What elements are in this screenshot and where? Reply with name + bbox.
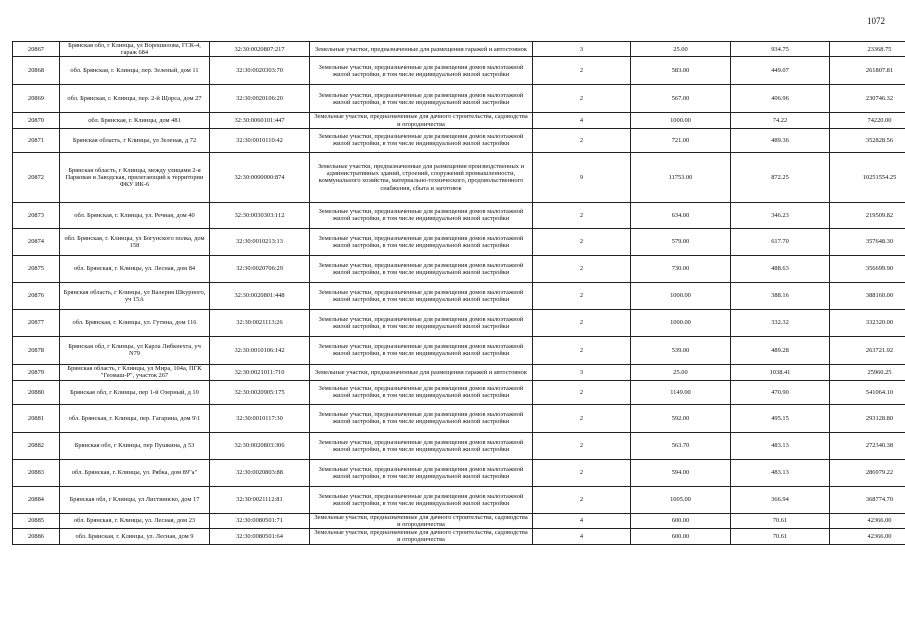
cadastral-number-cell: 32:30:0020803:306 <box>210 432 310 459</box>
land-use-cell: Земельные участки, предназначенные для размещения домов малоэтажной жилой застройки, в том числе индивидуальной жилой застройки <box>310 380 533 404</box>
table-row <box>13 85 905 113</box>
specific-value-cell: 934.75 <box>731 42 830 57</box>
cadastral-value-cell: 293128.80 <box>830 404 905 432</box>
land-use-cell: Земельные участки, предназначенные для размещения домов малоэтажной жилой застройки, в том числе индивидуальной жилой застройки <box>310 228 533 255</box>
cadastral-number-cell: 32:30:0020807:217 <box>210 42 310 57</box>
group-cell: 2 <box>533 202 631 228</box>
cadastral-number-cell: 32:30:0080501:64 <box>210 529 310 544</box>
group-cell: 3 <box>533 42 631 57</box>
table-row <box>13 380 905 404</box>
area-cell: 1149.00 <box>631 380 731 404</box>
cadastral-number-cell: 32:30:0020706:29 <box>210 255 310 282</box>
row-number: 20878 <box>13 336 60 364</box>
area-cell: 730.00 <box>631 255 731 282</box>
specific-value-cell: 70.61 <box>731 513 830 528</box>
cadastral-value-cell: 352828.56 <box>830 128 905 152</box>
cadastral-value-cell: 272340.38 <box>830 432 905 459</box>
area-cell: 25.00 <box>631 364 731 380</box>
address-cell: Брянская область, г Клинцы, ул Зеленая, д 72 <box>60 128 210 152</box>
area-cell: 579.00 <box>631 228 731 255</box>
group-cell: 9 <box>533 152 631 202</box>
address-cell: Брянская обл, г Клинцы, пер Пушкина, д 53 <box>60 432 210 459</box>
land-use-cell: Земельные участки, предназначенные для дачного строительства, садоводства и огородничества <box>310 529 533 544</box>
land-use-cell: Земельные участки, предназначенные для размещения домов малоэтажной жилой застройки, в том числе индивидуальной жилой застройки <box>310 486 533 513</box>
area-cell: 567.00 <box>631 85 731 113</box>
address-cell: Брянская область, г Клинцы, ул Мира, 104а, ПГК "Геомаш-Р", участок 267 <box>60 364 210 380</box>
group-cell: 2 <box>533 459 631 486</box>
specific-value-cell: 346.23 <box>731 202 830 228</box>
row-number: 20879 <box>13 364 60 380</box>
land-use-cell: Земельные участки, предназначенные для дачного строительства, садоводства и огородничества <box>310 113 533 128</box>
specific-value-cell: 70.61 <box>731 529 830 544</box>
row-number: 20875 <box>13 255 60 282</box>
cadastral-number-cell: 32:30:0020905:175 <box>210 380 310 404</box>
address-cell: обл. Брянская, г. Клинцы, ул. Лесная, дом 23 <box>60 513 210 528</box>
cadastral-number-cell: 32:30:0020303:70 <box>210 57 310 85</box>
specific-value-cell: 483.13 <box>731 459 830 486</box>
area-cell: 11753.00 <box>631 152 731 202</box>
table-row <box>13 152 905 202</box>
cadastral-value-cell: 332320.00 <box>830 309 905 336</box>
cadastral-number-cell: 32:30:0021113:26 <box>210 309 310 336</box>
specific-value-cell: 449.07 <box>731 57 830 85</box>
group-cell: 2 <box>533 404 631 432</box>
land-use-cell: Земельные участки, предназначенные для размещения домов малоэтажной жилой застройки, в том числе индивидуальной жилой застройки <box>310 459 533 486</box>
group-cell: 2 <box>533 486 631 513</box>
row-number: 20885 <box>13 513 60 528</box>
cadastral-number-cell: 32:30:0020803:88 <box>210 459 310 486</box>
cadastral-value-cell: 74220.00 <box>830 113 905 128</box>
group-cell: 2 <box>533 336 631 364</box>
land-use-cell: Земельные участки, предназначенные для размещения гаражей и автостоянок <box>310 364 533 380</box>
address-cell: Брянская обл, г Клинцы, ул Ворошилова, ГСК-4, гараж 684 <box>60 42 210 57</box>
cadastral-value-cell: 219509.82 <box>830 202 905 228</box>
cadastral-number-cell: 32:30:0000000:874 <box>210 152 310 202</box>
area-cell: 600.00 <box>631 529 731 544</box>
table-row <box>13 57 905 85</box>
table-row <box>13 404 905 432</box>
group-cell: 2 <box>533 228 631 255</box>
area-cell: 539.00 <box>631 336 731 364</box>
row-number: 20867 <box>13 42 60 57</box>
specific-value-cell: 470.90 <box>731 380 830 404</box>
cadastral-number-cell: 32:30:0060101:447 <box>210 113 310 128</box>
cadastral-value-cell: 23368.75 <box>830 42 905 57</box>
group-cell: 4 <box>533 513 631 528</box>
group-cell: 2 <box>533 57 631 85</box>
group-cell: 2 <box>533 432 631 459</box>
cadastral-value-cell: 10251554.25 <box>830 152 905 202</box>
cadastral-number-cell: 32:30:0010110:42 <box>210 128 310 152</box>
cadastral-value-cell: 42366.00 <box>830 513 905 528</box>
group-cell: 2 <box>533 255 631 282</box>
land-use-cell: Земельные участки, предназначенные для размещения домов малоэтажной жилой застройки, в том числе индивидуальной жилой застройки <box>310 128 533 152</box>
cadastral-number-cell: 32:30:0010213:13 <box>210 228 310 255</box>
row-number: 20876 <box>13 282 60 309</box>
specific-value-cell: 483.13 <box>731 432 830 459</box>
row-number: 20882 <box>13 432 60 459</box>
address-cell: Брянская обл, г Клинцы, ул Листвинско, дом 17 <box>60 486 210 513</box>
area-cell: 1000.00 <box>631 309 731 336</box>
group-cell: 2 <box>533 128 631 152</box>
land-use-cell: Земельные участки, предназначенные для размещения домов малоэтажной жилой застройки, в том числе индивидуальной жилой застройки <box>310 57 533 85</box>
page-number: 1072 <box>867 16 885 26</box>
specific-value-cell: 489.36 <box>731 128 830 152</box>
cadastral-value-cell: 368774.70 <box>830 486 905 513</box>
cadastral-value-table <box>12 41 905 545</box>
table-row <box>13 336 905 364</box>
row-number: 20868 <box>13 57 60 85</box>
area-cell: 563.70 <box>631 432 731 459</box>
address-cell: Брянская область, г Клинцы, между улицами 2-я Парковая и Заводская, прилегающий к территории ФКУ ИК-6 <box>60 152 210 202</box>
table-row <box>13 459 905 486</box>
table-row <box>13 529 905 544</box>
land-use-cell: Земельные участки, предназначенные для размещения домов малоэтажной жилой застройки, в том числе индивидуальной жилой застройки <box>310 282 533 309</box>
group-cell: 2 <box>533 380 631 404</box>
cadastral-value-cell: 263721.92 <box>830 336 905 364</box>
table-row <box>13 202 905 228</box>
area-cell: 1000.00 <box>631 282 731 309</box>
table-row <box>13 113 905 128</box>
specific-value-cell: 1038.41 <box>731 364 830 380</box>
row-number: 20880 <box>13 380 60 404</box>
land-use-cell: Земельные участки, предназначенные для размещения домов малоэтажной жилой застройки, в том числе индивидуальной жилой застройки <box>310 85 533 113</box>
area-cell: 25.00 <box>631 42 731 57</box>
group-cell: 2 <box>533 282 631 309</box>
specific-value-cell: 488.63 <box>731 255 830 282</box>
row-number: 20869 <box>13 85 60 113</box>
group-cell: 4 <box>533 113 631 128</box>
address-cell: обл. Брянская, г. Клинцы, ул. Рябка, дом 89"а" <box>60 459 210 486</box>
cadastral-number-cell: 32:30:0030303:112 <box>210 202 310 228</box>
area-cell: 594.00 <box>631 459 731 486</box>
group-cell: 2 <box>533 309 631 336</box>
row-number: 20871 <box>13 128 60 152</box>
cadastral-value-cell: 230746.32 <box>830 85 905 113</box>
address-cell: обл. Брянская, г. Клинцы, ул. Лесная, дом 9 <box>60 529 210 544</box>
address-cell: Брянская обл, г Клинцы, ул Карла Либкнехта, уч N79 <box>60 336 210 364</box>
specific-value-cell: 332.32 <box>731 309 830 336</box>
group-cell: 4 <box>533 529 631 544</box>
cadastral-number-cell: 32:30:0020801:448 <box>210 282 310 309</box>
area-cell: 592.00 <box>631 404 731 432</box>
specific-value-cell: 74.22 <box>731 113 830 128</box>
cadastral-value-cell: 261807.81 <box>830 57 905 85</box>
table-row <box>13 432 905 459</box>
area-cell: 583.00 <box>631 57 731 85</box>
row-number: 20886 <box>13 529 60 544</box>
row-number: 20883 <box>13 459 60 486</box>
cadastral-value-cell: 25960.25 <box>830 364 905 380</box>
cadastral-number-cell: 32:30:0010117:30 <box>210 404 310 432</box>
group-cell: 3 <box>533 364 631 380</box>
specific-value-cell: 406.96 <box>731 85 830 113</box>
specific-value-cell: 872.25 <box>731 152 830 202</box>
address-cell: обл. Брянская, г. Клинцы, пер. 2-й Щорса, дом 27 <box>60 85 210 113</box>
table-row <box>13 309 905 336</box>
cadastral-value-cell: 541064.10 <box>830 380 905 404</box>
land-use-cell: Земельные участки, предназначенные для размещения домов малоэтажной жилой застройки, в том числе индивидуальной жилой застройки <box>310 404 533 432</box>
row-number: 20874 <box>13 228 60 255</box>
table-row <box>13 486 905 513</box>
cadastral-value-cell: 357648.30 <box>830 228 905 255</box>
land-use-cell: Земельные участки, предназначенные для размещения домов малоэтажной жилой застройки, в том числе индивидуальной жилой застройки <box>310 336 533 364</box>
area-cell: 1000.00 <box>631 113 731 128</box>
land-use-cell: Земельные участки, предназначенные для размещения домов малоэтажной жилой застройки, в том числе индивидуальной жилой застройки <box>310 432 533 459</box>
table-body <box>13 42 905 545</box>
address-cell: обл. Брянская, г. Клинцы, ул. Гутина, дом 116 <box>60 309 210 336</box>
specific-value-cell: 388.16 <box>731 282 830 309</box>
row-number: 20877 <box>13 309 60 336</box>
area-cell: 721.00 <box>631 128 731 152</box>
specific-value-cell: 489.28 <box>731 336 830 364</box>
address-cell: обл. Брянская, г. Клинцы, ул. Речная, дом 40 <box>60 202 210 228</box>
row-number: 20873 <box>13 202 60 228</box>
specific-value-cell: 366.94 <box>731 486 830 513</box>
land-use-cell: Земельные участки, предназначенные для размещения домов малоэтажной жилой застройки, в том числе индивидуальной жилой застройки <box>310 202 533 228</box>
row-number: 20872 <box>13 152 60 202</box>
group-cell: 2 <box>533 85 631 113</box>
land-use-cell: Земельные участки, предназначенные для размещения производственных и административных зданий, строений, сооружений промышленности, коммунального хозяйства, материально-технического, продовольственного снабжения, сбыта и заготовок <box>310 152 533 202</box>
table-row <box>13 228 905 255</box>
specific-value-cell: 617.70 <box>731 228 830 255</box>
cadastral-number-cell: 32:30:0020106:20 <box>210 85 310 113</box>
land-use-cell: Земельные участки, предназначенные для размещения гаражей и автостоянок <box>310 42 533 57</box>
table-row <box>13 282 905 309</box>
address-cell: обл. Брянская, г. Клинцы, пер. Гагарина, дом 9\1 <box>60 404 210 432</box>
table-row <box>13 364 905 380</box>
table-row <box>13 42 905 57</box>
address-cell: обл. Брянская, г. Клинцы, пер. Зеленый, дом 11 <box>60 57 210 85</box>
cadastral-number-cell: 32:30:0021011:710 <box>210 364 310 380</box>
cadastral-value-cell: 42366.00 <box>830 529 905 544</box>
address-cell: обл. Брянская, г. Клинцы, ул Богунского полка, дом 158 <box>60 228 210 255</box>
row-number: 20884 <box>13 486 60 513</box>
cadastral-value-cell: 356699.90 <box>830 255 905 282</box>
address-cell: Брянская обл, г Клинцы, пер 1-й Озерный, д 10 <box>60 380 210 404</box>
table-row <box>13 255 905 282</box>
row-number: 20881 <box>13 404 60 432</box>
row-number: 20870 <box>13 113 60 128</box>
table-row <box>13 513 905 528</box>
address-cell: Брянская область, г Клинцы, ул Валерия Шкурного, уч 15А <box>60 282 210 309</box>
land-use-cell: Земельные участки, предназначенные для дачного строительства, садоводства и огородничества <box>310 513 533 528</box>
address-cell: обл. Брянская, г. Клинцы, дом 481 <box>60 113 210 128</box>
land-use-cell: Земельные участки, предназначенные для размещения домов малоэтажной жилой застройки, в том числе индивидуальной жилой застройки <box>310 255 533 282</box>
specific-value-cell: 495.15 <box>731 404 830 432</box>
cadastral-value-cell: 286979.22 <box>830 459 905 486</box>
cadastral-number-cell: 32:30:0080501:71 <box>210 513 310 528</box>
cadastral-number-cell: 32:30:0010106:142 <box>210 336 310 364</box>
area-cell: 600.00 <box>631 513 731 528</box>
cadastral-value-cell: 388160.00 <box>830 282 905 309</box>
land-use-cell: Земельные участки, предназначенные для размещения домов малоэтажной жилой застройки, в том числе индивидуальной жилой застройки <box>310 309 533 336</box>
cadastral-number-cell: 32:30:0021112:81 <box>210 486 310 513</box>
address-cell: обл. Брянская, г. Клинцы, ул. Лесная, дом 84 <box>60 255 210 282</box>
area-cell: 1005.00 <box>631 486 731 513</box>
table-row <box>13 128 905 152</box>
area-cell: 634.00 <box>631 202 731 228</box>
